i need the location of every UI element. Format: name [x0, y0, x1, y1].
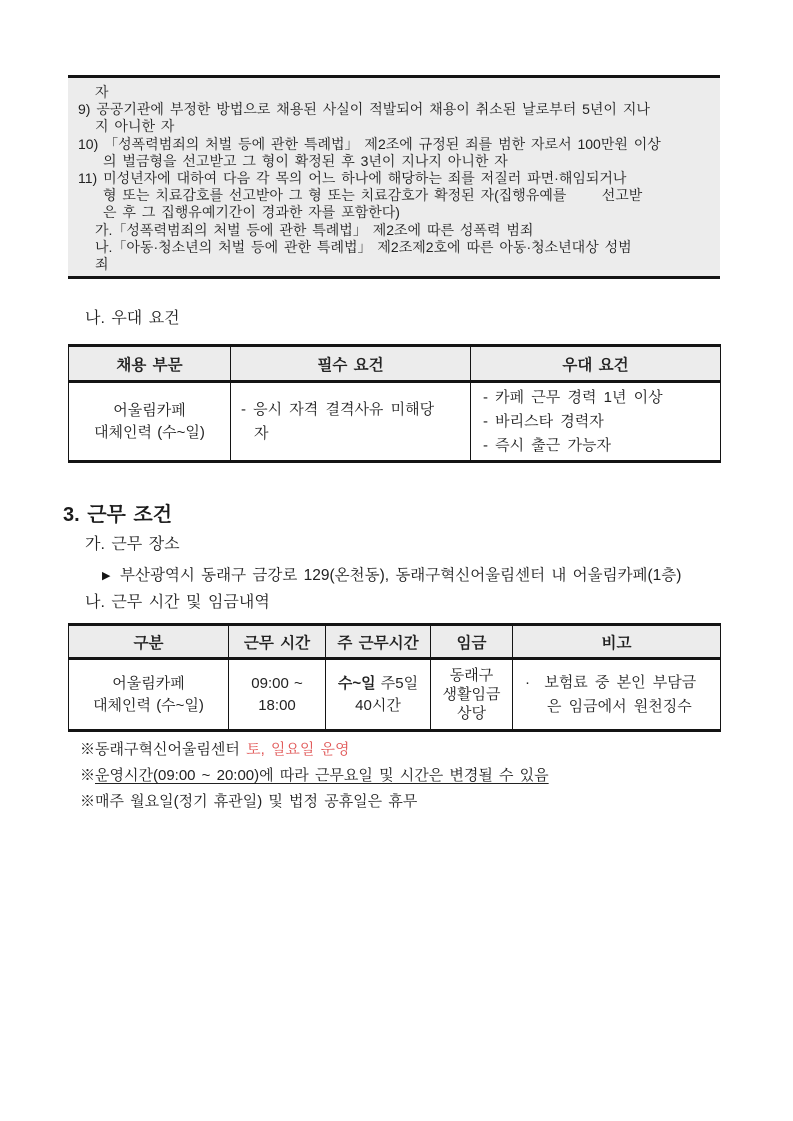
header-weekly-hours: 주 근무시간 [326, 625, 431, 659]
cell-category [69, 659, 229, 731]
remark-line2: 은 임금에서 원천징수 [547, 697, 692, 715]
cell-remarks [513, 659, 721, 731]
header-work-hours: 근무 시간 [229, 625, 326, 659]
list-item-10-continuation: 의 벌금형을 선고받고 그 형이 확정된 후 3년이 지나지 아니한 자 [103, 152, 508, 169]
triangle-bullet-icon: ▶ [102, 570, 111, 583]
preference-table [68, 344, 721, 463]
header-remarks: 비고 [513, 625, 721, 659]
footnote1-black-text: ※동래구혁신어울림센터 [80, 741, 247, 759]
disqualification-criteria-box [68, 75, 720, 279]
header-preferred-qualifications: 우대 요건 [471, 346, 721, 382]
footnotes [68, 740, 720, 811]
work-table-header-row [69, 625, 721, 659]
category-line2: 대체인력 (수~일) [93, 696, 204, 714]
cell-required-qualifications [231, 382, 471, 462]
list-subitem-na: 나.「아동·청소년의 처벌 등에 관한 특례법」 제2조제2호에 따른 아동·청소년대상 성범 [95, 238, 632, 255]
category-line1: 어울림카페 [112, 674, 185, 692]
list-item-11-continuation-1: 형 또는 치료감호를 선고받아 그 형 또는 치료감호가 확정된 자(집행유예를 선고받 [103, 187, 643, 204]
remark-line1: · 보험료 중 본인 부담금 [525, 673, 697, 691]
weekly-days-rest: 주5일 [375, 674, 419, 692]
work-hours-line1: 09:00 ~ [251, 674, 303, 692]
work-location-item [68, 561, 720, 590]
list-item-9-continuation: 지 아니한 자 [95, 118, 175, 135]
footnote2-prefix: ※ [80, 767, 96, 785]
weekly-hours-line2: 40시간 [355, 696, 401, 714]
header-required-qualifications: 필수 요건 [231, 346, 471, 382]
work-hours-heading: 나. 근무 시간 및 임금내역 [85, 594, 270, 612]
cell-recruit-part [69, 382, 231, 462]
header-recruit-part: 채용 부문 [69, 346, 231, 382]
required-line1: - 응시 자격 결격사유 미해당 [241, 400, 435, 418]
preference-section-heading: 나. 우대 요건 [85, 310, 180, 328]
list-subitem-na-continuation: 죄 [95, 256, 109, 273]
list-item-10: 10) 「성폭력범죄의 처벌 등에 관한 특례법」 제2조에 규정된 죄를 범한 자로서 100만원 이상 [78, 135, 661, 152]
wage-line1: 동래구 [449, 667, 494, 685]
required-line2: 자 [254, 424, 269, 442]
weekly-days-bold: 수~일 [337, 674, 376, 692]
cell-weekly-hours [326, 659, 431, 731]
work-location-text: 부산광역시 동래구 금강로 129(온천동), 동래구혁신어울림센터 내 어울림카페(1층) [120, 567, 682, 585]
footnote-holidays: ※매주 월요일(정기 휴관일) 및 법정 공휴일은 휴무 [80, 793, 418, 811]
list-subitem-ga: 가.「성폭력범죄의 처벌 등에 관한 특례법」 제2조에 따른 성폭력 범죄 [95, 221, 534, 238]
work-conditions-section-heading: 3. 근무 조건 [63, 504, 173, 527]
wage-line2: 생활임금 [442, 686, 501, 704]
list-item-11: 11) 미성년자에 대하여 다음 각 목의 어느 하나에 해당하는 죄를 저질러 파면·해임되거나 [78, 170, 627, 187]
header-category: 구분 [69, 625, 229, 659]
list-line-continuation: 자 [95, 84, 109, 100]
recruit-part-line2: 대체인력 (수~일) [94, 423, 205, 441]
work-conditions-table [68, 623, 721, 732]
wage-line3: 상당 [457, 705, 486, 723]
document-content [63, 0, 720, 811]
footnote-operating-hours [80, 766, 720, 785]
preferred-line2: - 바리스타 경력자 [483, 412, 604, 430]
recruit-part-line1: 어울림카페 [113, 401, 186, 419]
cell-preferred-qualifications [471, 382, 721, 462]
work-table-data-row [69, 659, 721, 731]
list-item-11-continuation-2: 은 후 그 집행유예기간이 경과한 자를 포함한다) [103, 204, 400, 221]
footnote2-underlined-text: 운영시간(09:00 ~ 20:00)에 따라 근무요일 및 시간은 변경될 수 있음 [95, 767, 549, 785]
cell-wage [431, 659, 513, 731]
work-location-heading: 가. 근무 장소 [85, 536, 180, 554]
cell-work-hours [229, 659, 326, 731]
header-wage: 임금 [431, 625, 513, 659]
preferred-line3: - 즉시 출근 가능자 [483, 436, 611, 454]
preference-table-data-row [69, 382, 721, 462]
weekly-hours-line1 [326, 673, 430, 695]
preferred-line1: - 카페 근무 경력 1년 이상 [483, 388, 663, 406]
footnote-weekend-operation [80, 740, 720, 759]
list-item-9: 9) 공공기관에 부정한 방법으로 채용된 사실이 적발되어 채용이 취소된 날로부터 5년이 지나 [78, 101, 650, 118]
work-hours-line2: 18:00 [258, 696, 296, 714]
footnote1-red-text: 토, 일요일 운영 [246, 741, 350, 759]
preference-table-header-row [69, 346, 721, 382]
